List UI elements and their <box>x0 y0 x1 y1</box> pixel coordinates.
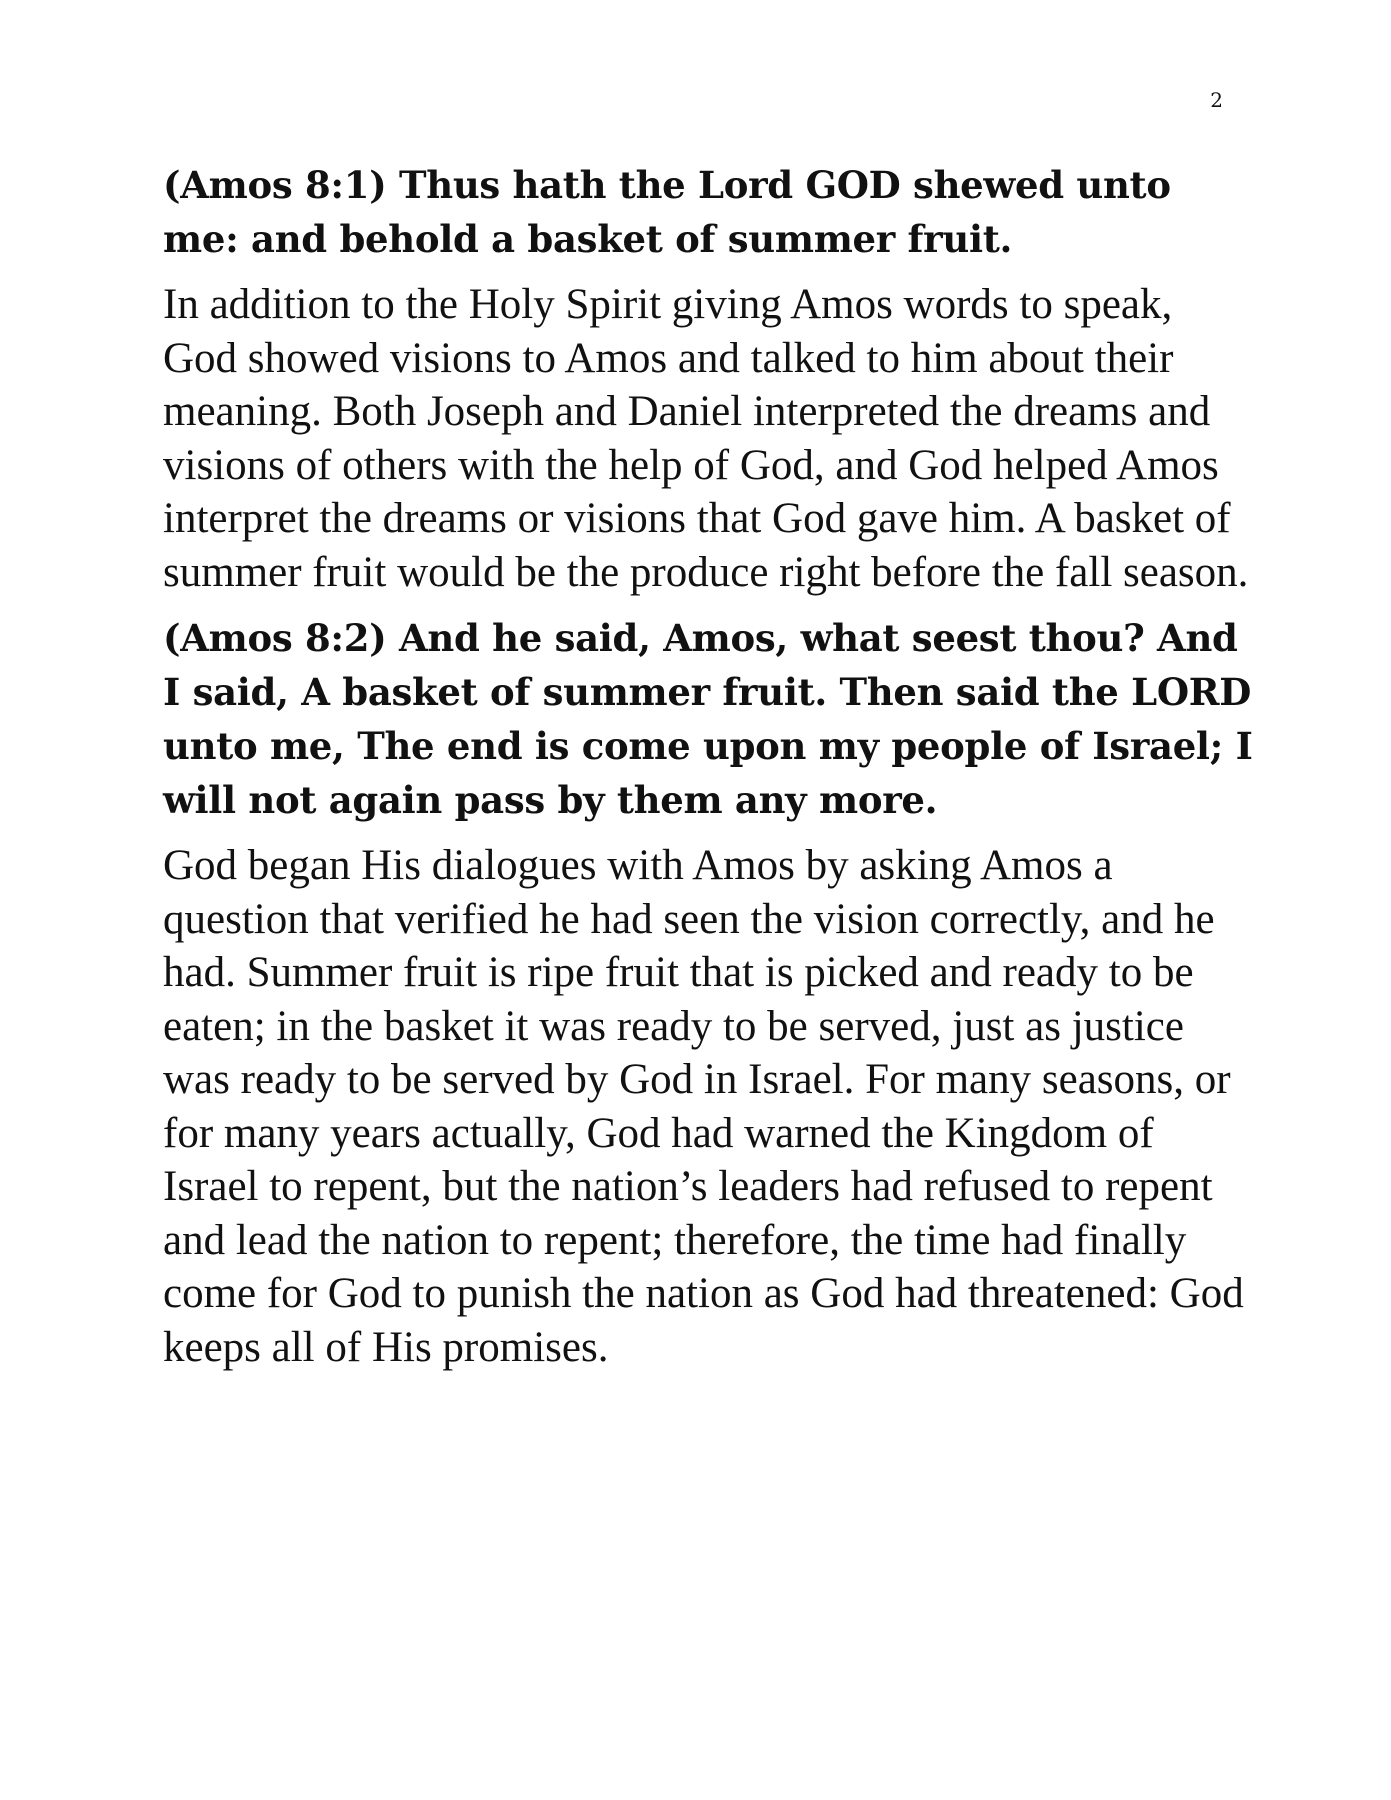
verse-amos-8-1: (Amos 8:1) Thus hath the Lord GOD shewed unto me: and behold a basket of summer fruit. <box>163 163 1171 261</box>
commentary-amos-8-1: In addition to the Holy Spirit giving Amos words to speak, God showed visions to Amos and talked to him about their meaning. Both Joseph and Daniel interpreted the dreams and visions of others with the help of God, and God helped Amos interpret the dreams or visions that God gave him. A basket of summer fruit would be the produce right before the fall season. <box>163 281 1249 596</box>
page-number: 2 <box>1210 88 1223 112</box>
verse-amos-8-2: (Amos 8:2) And he said, Amos, what seest thou? And I said, A basket of summer fruit. Then said the LORD unto me, The end is come upon my people of Israel; I will not again pass by them any more. <box>163 616 1253 822</box>
commentary-amos-8-2: God began His dialogues with Amos by asking Amos a question that verified he had seen the vision correctly, and he had. Summer fruit is ripe fruit that is picked and ready to be eaten; in the basket it was ready to be served, just as justice was ready to be served by God in Israel. For many seasons, or for many years actually, God had warned the Kingdom of Israel to repent, but the nation’s leaders had refused to repent and lead the nation to repent; therefore, the time had finally come for God to punish the nation as God had threatened: God keeps all of His promises. <box>163 842 1244 1371</box>
page-content <box>163 158 1253 1386</box>
